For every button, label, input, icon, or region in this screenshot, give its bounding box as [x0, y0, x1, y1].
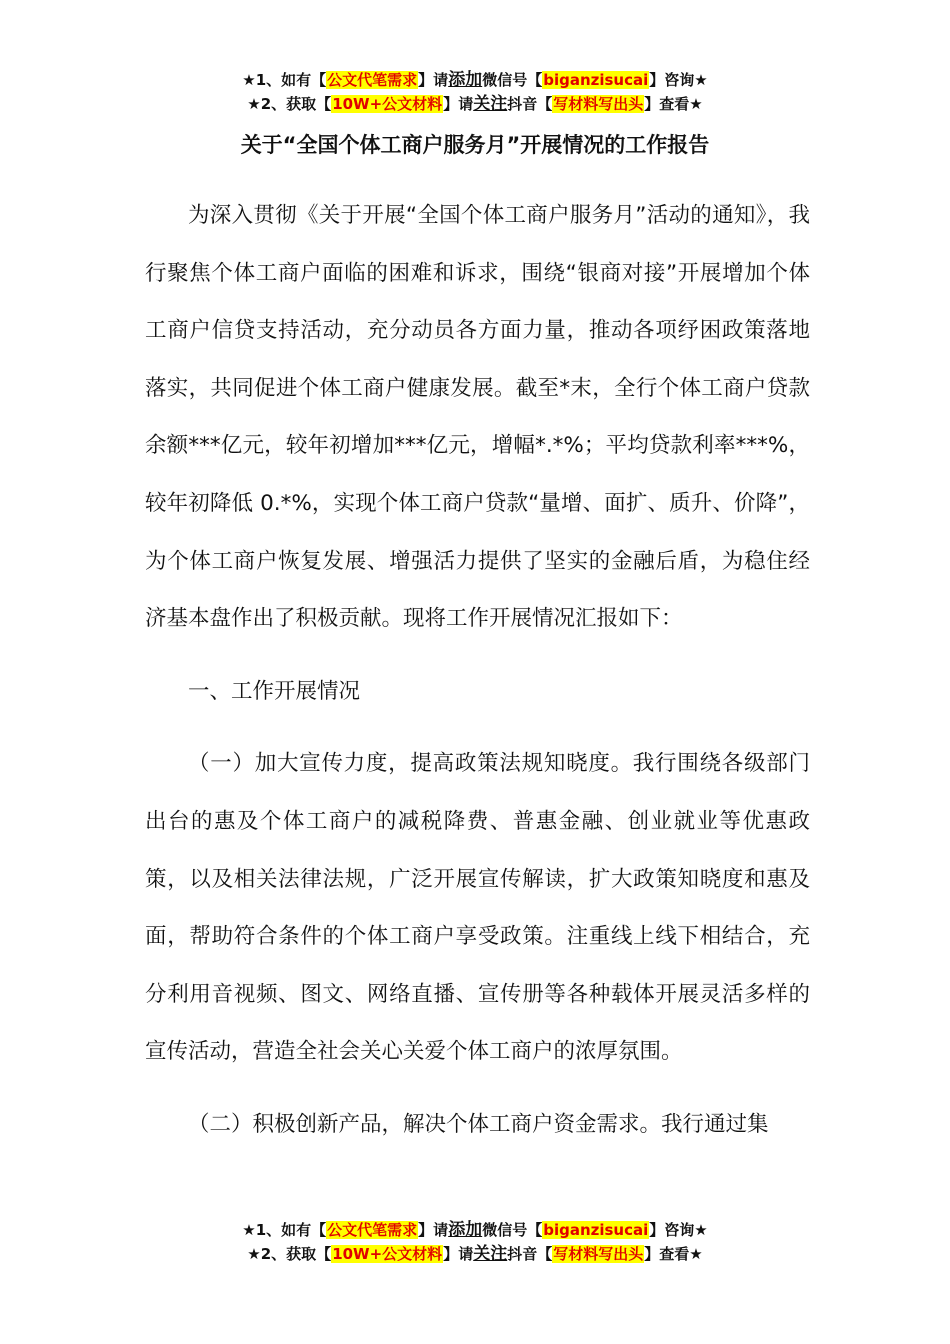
promo-text: 】查看★: [644, 1245, 703, 1263]
promo-emphasis: 关注: [473, 1244, 508, 1264]
document-body: [145, 187, 810, 1154]
promo-text: 】请: [443, 1245, 474, 1263]
promo-line-1: [0, 1218, 950, 1242]
promo-text: 微信号【: [482, 1221, 543, 1239]
promo-highlight: 10W+公文材料: [332, 95, 443, 113]
promo-text: 】请: [418, 71, 449, 89]
promo-emphasis: 添加: [448, 70, 483, 90]
promo-text: 抖音【: [507, 95, 553, 113]
promo-text: 】请: [443, 95, 474, 113]
body-paragraph: （二）积极创新产品，解决个体工商户资金需求。我行通过集: [188, 1111, 769, 1137]
promo-text: 】咨询★: [649, 1221, 708, 1239]
promo-line-2: [0, 92, 950, 116]
promo-highlight: 公文代笔需求: [327, 1221, 418, 1239]
body-paragraph: （一）加大宣传力度，提高政策法规知晓度。我行围绕各级部门出台的惠及个体工商户的减税降费、普惠金融、创业就业等优惠政策，以及相关法律法规，广泛开展宣传解读，扩大政策知晓度和惠及面，帮助符合条件的个体工商户享受政策。注重线上线下相结合，充分利用音视频、图文、网络直播、宣传册等各种载体开展灵活多样的宣传活动，营造全社会关心关爱个体工商户的浓厚氛围。: [145, 751, 810, 1065]
promo-highlight: biganzisucai: [543, 1221, 649, 1239]
document-title: 关于“全国个体工商户服务月”开展情况的工作报告: [240, 133, 710, 157]
promo-banner-top: [0, 68, 950, 116]
promo-text: 】请: [418, 1221, 449, 1239]
promo-highlight: 写材料写出头: [553, 95, 644, 113]
promo-highlight: 公文代笔需求: [327, 71, 418, 89]
promo-highlight: biganzisucai: [543, 71, 649, 89]
promo-text: 微信号【: [482, 71, 543, 89]
promo-banner-bottom: [0, 1218, 950, 1266]
section-heading: 一、工作开展情况: [188, 678, 361, 704]
promo-text: 】查看★: [644, 95, 703, 113]
promo-highlight: 10W+公文材料: [332, 1245, 443, 1263]
promo-text: ★2、获取【: [247, 95, 332, 113]
body-paragraph: 为深入贯彻《关于开展“全国个体工商户服务月”活动的通知》，我行聚焦个体工商户面临的困难和诉求，围绕“银商对接”开展增加个体工商户信贷支持活动，充分动员各方面力量，推动各项纾困政策落地落实，共同促进个体工商户健康发展。截至*末，全行个体工商户贷款余额***亿元，较年初增加***亿元，增幅*.*%；平均贷款利率***%，较年初降低 0.*%，实现个体工商户贷款“量增、面扩、质升、价降”，为个体工商户恢复发展、增强活力提供了坚实的金融后盾，为稳住经济基本盘作出了积极贡献。现将工作开展情况汇报如下：: [145, 203, 810, 632]
promo-text: 】咨询★: [649, 71, 708, 89]
promo-text: ★1、如有【: [242, 71, 327, 89]
promo-line-1: [0, 68, 950, 92]
promo-highlight: 写材料写出头: [553, 1245, 644, 1263]
promo-line-2: [0, 1242, 950, 1266]
promo-emphasis: 添加: [448, 1220, 483, 1240]
promo-emphasis: 关注: [473, 94, 508, 114]
promo-text: 抖音【: [507, 1245, 553, 1263]
promo-text: ★2、获取【: [247, 1245, 332, 1263]
promo-text: ★1、如有【: [242, 1221, 327, 1239]
